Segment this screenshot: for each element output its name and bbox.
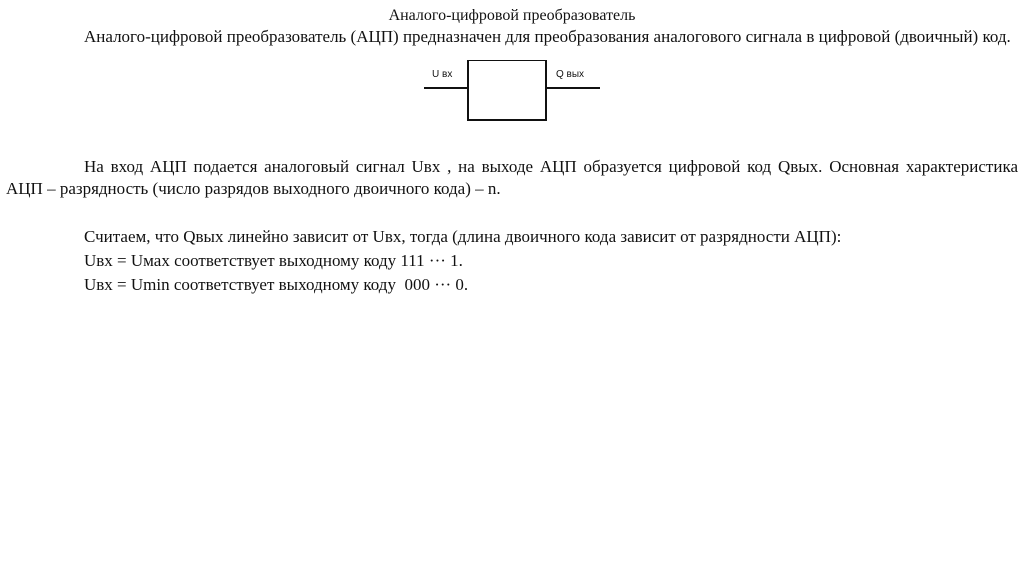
characteristic-paragraph: На вход АЦП подается аналоговый сигнал Uвх , на выходе АЦП образуется цифровой код Qвых. Основная характеристика АЦП – разрядность (число разрядов выходного двоичного кода) – n. [6,157,1018,198]
linear-dependence-line: Считаем, что Qвых линейно зависит от Uвх, тогда (длина двоичного кода зависит от разрядности АЦП): [84,227,842,246]
page-title: Аналого-цифровой преобразователь [388,7,636,24]
umin-code-line: Uвх = Umin соответствует выходному коду 000 ··· 0. [84,275,469,294]
input-label: U вх [432,69,453,80]
output-label: Q вых [556,69,585,80]
adc-block-diagram [420,60,604,124]
intro-paragraph: Аналого-цифровой преобразователь (АЦП) предназначен для преобразования аналогового сигнала в цифровой (двоичный) код. [84,27,1011,46]
umax-code-line: Uвх = Uмах соответствует выходному коду 111 ··· 1. [84,251,463,270]
adc-block [468,60,546,120]
